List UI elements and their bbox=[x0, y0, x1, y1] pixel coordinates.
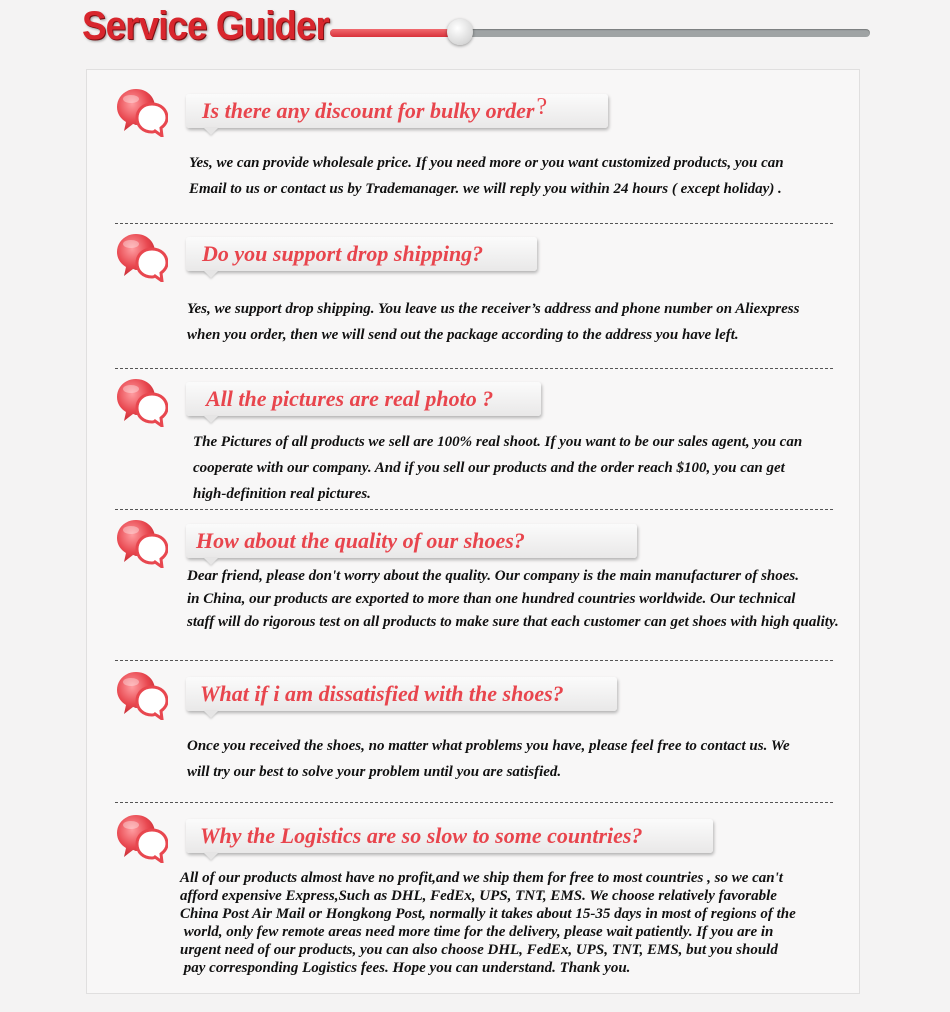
faq-question-text: All the pictures are real photo ? bbox=[206, 386, 494, 411]
answer-line: The Pictures of all products we sell are 100% real shoot. If you want to be our sales agent, you can bbox=[193, 434, 803, 450]
answer-line: when you order, then we will send out the package according to the address you have left. bbox=[187, 327, 739, 343]
faq-question-text: How about the quality of our shoes? bbox=[196, 528, 525, 553]
faq-question-mark: ? bbox=[536, 94, 548, 120]
answer-line: Once you received the shoes, no matter what problems you have, please feel free to contact us. We bbox=[187, 738, 790, 754]
faq-question-text: What if i am dissatisfied with the shoes? bbox=[200, 681, 564, 706]
faq-question bbox=[186, 237, 537, 271]
faq-divider bbox=[115, 660, 833, 661]
answer-line: staff will do rigorous test on all products to make sure that each customer can get shoes with high quality. bbox=[187, 614, 839, 630]
answer-line: China Post Air Mail or Hongkong Post, normally it takes about 15-35 days in most of regions of the bbox=[180, 906, 796, 922]
faq-divider bbox=[115, 509, 833, 510]
faq-question bbox=[186, 819, 713, 853]
speech-bubbles-icon bbox=[116, 232, 168, 282]
faq-question-text: Is there any discount for bulky order bbox=[202, 98, 535, 123]
faq-divider bbox=[115, 802, 833, 803]
page-title: Service Guider bbox=[82, 4, 329, 48]
answer-line: urgent need of our products, you can also choose DHL, FedEx, UPS, TNT, EMS, but you should bbox=[180, 942, 778, 958]
faq-divider bbox=[115, 223, 833, 224]
faq-question bbox=[186, 677, 617, 711]
answer-line: All of our products almost have no profit,and we ship them for free to most countries , so we can't bbox=[180, 870, 783, 886]
faq-answer bbox=[189, 150, 784, 202]
progress-slider-knob[interactable] bbox=[447, 19, 473, 45]
progress-slider-fill bbox=[330, 29, 460, 37]
faq-divider bbox=[115, 368, 833, 369]
progress-slider-track[interactable] bbox=[330, 29, 870, 37]
answer-line: will try our best to solve your problem until you are satisfied. bbox=[187, 764, 562, 780]
answer-line: Email to us or contact us by Trademanager. we will reply you within 24 hours ( except holiday) . bbox=[189, 181, 782, 197]
faq-answer bbox=[187, 733, 790, 785]
faq-question-text: Do you support drop shipping? bbox=[202, 241, 484, 266]
faq-answer bbox=[180, 869, 796, 977]
speech-bubbles-icon bbox=[116, 377, 168, 427]
answer-line: pay corresponding Logistics fees. Hope you can understand. Thank you. bbox=[180, 960, 631, 976]
answer-line: cooperate with our company. And if you sell our products and the order reach $100, you can get bbox=[193, 460, 785, 476]
faq-answer bbox=[187, 296, 799, 348]
answer-line: afford expensive Express,Such as DHL, FedEx, UPS, TNT, EMS. We choose relatively favorable bbox=[180, 888, 777, 904]
faq-question bbox=[186, 94, 608, 128]
faq-question bbox=[186, 524, 637, 558]
answer-line: Yes, we can provide wholesale price. If you need more or you want customized products, you can bbox=[189, 155, 784, 171]
speech-bubbles-icon bbox=[116, 670, 168, 720]
faq-question bbox=[186, 382, 541, 416]
faq-question-text: Why the Logistics are so slow to some countries? bbox=[200, 823, 643, 848]
answer-line: high-definition real pictures. bbox=[193, 486, 371, 502]
answer-line: world, only few remote areas need more time for the delivery, please wait patiently. If you are in bbox=[180, 924, 774, 940]
faq-answer bbox=[187, 565, 839, 634]
answer-line: in China, our products are exported to more than one hundred countries worldwide. Our technical bbox=[187, 591, 796, 607]
answer-line: Yes, we support drop shipping. You leave us the receiver’s address and phone number on Aliexpress bbox=[187, 301, 800, 317]
faq-answer bbox=[193, 429, 802, 507]
speech-bubbles-icon bbox=[116, 87, 168, 137]
speech-bubbles-icon bbox=[116, 518, 168, 568]
speech-bubbles-icon bbox=[116, 813, 168, 863]
answer-line: Dear friend, please don't worry about the quality. Our company is the main manufacturer of shoes. bbox=[187, 568, 799, 584]
